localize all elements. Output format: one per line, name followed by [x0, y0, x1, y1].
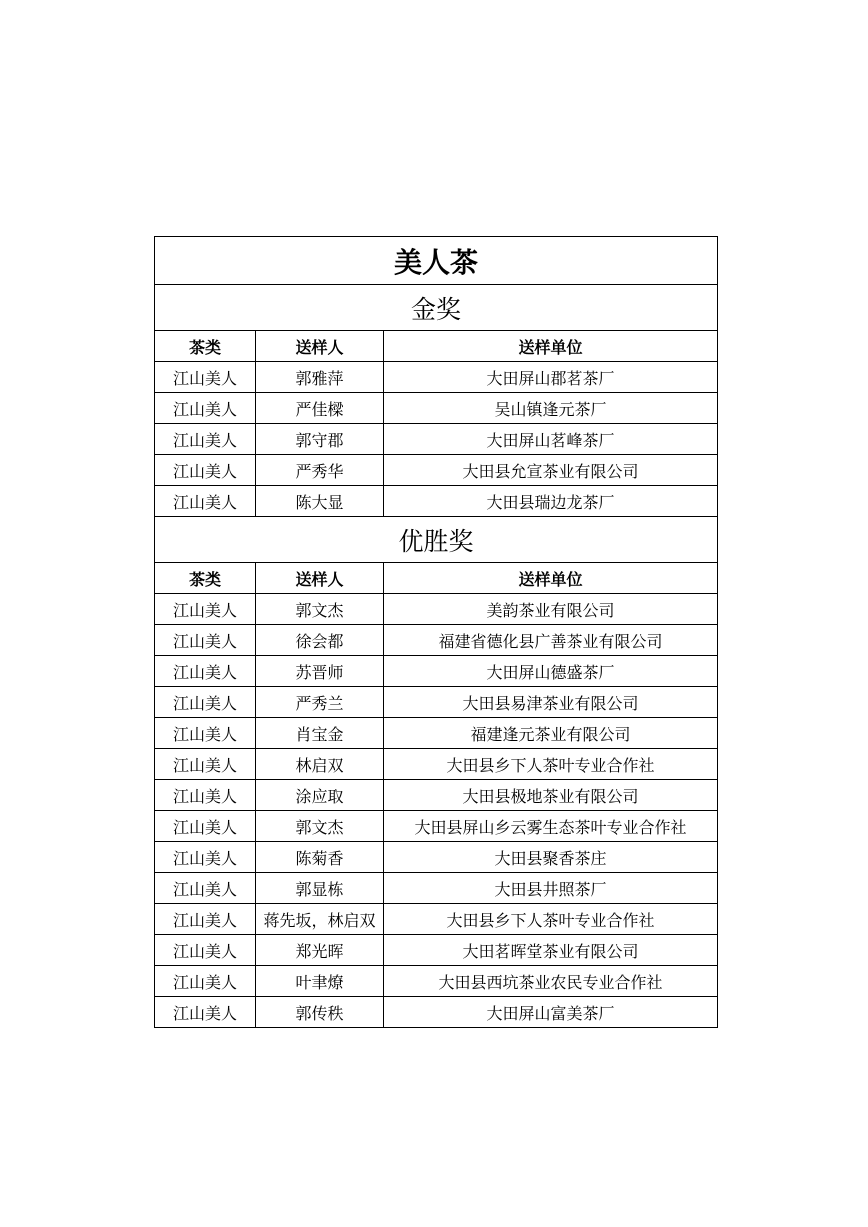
cell-tea-type: 江山美人 — [155, 873, 256, 904]
table-row — [155, 362, 718, 393]
title-row — [155, 237, 718, 285]
table-row — [155, 811, 718, 842]
table-row — [155, 966, 718, 997]
cell-sender: 苏晋师 — [256, 656, 384, 687]
table-row — [155, 749, 718, 780]
cell-sender: 严秀华 — [256, 455, 384, 486]
cell-tea-type: 江山美人 — [155, 935, 256, 966]
cell-unit: 大田县屏山乡云雾生态茶叶专业合作社 — [384, 811, 718, 842]
cell-sender: 郑光晖 — [256, 935, 384, 966]
column-header-sender: 送样人 — [256, 563, 384, 594]
cell-tea-type: 江山美人 — [155, 811, 256, 842]
cell-unit: 吴山镇逢元茶厂 — [384, 393, 718, 424]
cell-unit: 大田县井照茶厂 — [384, 873, 718, 904]
cell-tea-type: 江山美人 — [155, 904, 256, 935]
column-header-sender: 送样人 — [256, 331, 384, 362]
cell-sender: 郭传秩 — [256, 997, 384, 1028]
cell-unit: 大田县乡下人茶叶专业合作社 — [384, 749, 718, 780]
cell-unit: 大田屏山郡茗茶厂 — [384, 362, 718, 393]
table-row — [155, 935, 718, 966]
cell-unit: 大田屏山德盛茶厂 — [384, 656, 718, 687]
cell-unit: 大田屏山富美茶厂 — [384, 997, 718, 1028]
cell-tea-type: 江山美人 — [155, 842, 256, 873]
cell-sender: 陈大显 — [256, 486, 384, 517]
table-row — [155, 997, 718, 1028]
table-row — [155, 780, 718, 811]
cell-unit: 大田县允宣茶业有限公司 — [384, 455, 718, 486]
cell-tea-type: 江山美人 — [155, 486, 256, 517]
table-row — [155, 656, 718, 687]
award-table — [154, 236, 718, 1028]
table-row — [155, 455, 718, 486]
cell-unit: 福建省德化县广善茶业有限公司 — [384, 625, 718, 656]
document-title: 美人茶 — [155, 237, 718, 285]
cell-sender: 严秀兰 — [256, 687, 384, 718]
column-header-tea-type: 茶类 — [155, 563, 256, 594]
cell-sender: 郭守郡 — [256, 424, 384, 455]
table-row — [155, 424, 718, 455]
cell-tea-type: 江山美人 — [155, 393, 256, 424]
cell-unit: 美韵茶业有限公司 — [384, 594, 718, 625]
cell-tea-type: 江山美人 — [155, 656, 256, 687]
cell-sender: 肖宝金 — [256, 718, 384, 749]
table-row — [155, 687, 718, 718]
section-heading: 金奖 — [155, 285, 718, 331]
cell-unit: 大田茗晖堂茶业有限公司 — [384, 935, 718, 966]
table-row — [155, 486, 718, 517]
cell-tea-type: 江山美人 — [155, 594, 256, 625]
cell-unit: 大田县西坑茶业农民专业合作社 — [384, 966, 718, 997]
table-row — [155, 842, 718, 873]
table-row — [155, 594, 718, 625]
section-heading-row — [155, 285, 718, 331]
column-header-tea-type: 茶类 — [155, 331, 256, 362]
cell-unit: 大田县聚香茶庄 — [384, 842, 718, 873]
cell-tea-type: 江山美人 — [155, 966, 256, 997]
cell-sender: 蒋先坂，林启双 — [256, 904, 384, 935]
table-row — [155, 873, 718, 904]
cell-tea-type: 江山美人 — [155, 749, 256, 780]
cell-sender: 陈菊香 — [256, 842, 384, 873]
cell-tea-type: 江山美人 — [155, 997, 256, 1028]
section-heading: 优胜奖 — [155, 517, 718, 563]
cell-unit: 大田县瑞边龙茶厂 — [384, 486, 718, 517]
cell-sender: 郭显栋 — [256, 873, 384, 904]
cell-tea-type: 江山美人 — [155, 455, 256, 486]
cell-tea-type: 江山美人 — [155, 362, 256, 393]
cell-sender: 涂应取 — [256, 780, 384, 811]
cell-sender: 郭雅萍 — [256, 362, 384, 393]
table-row — [155, 904, 718, 935]
award-table-body — [155, 237, 718, 1028]
cell-tea-type: 江山美人 — [155, 625, 256, 656]
cell-unit: 大田县易津茶业有限公司 — [384, 687, 718, 718]
cell-tea-type: 江山美人 — [155, 780, 256, 811]
cell-sender: 郭文杰 — [256, 594, 384, 625]
cell-sender: 严佳樑 — [256, 393, 384, 424]
cell-sender: 徐会都 — [256, 625, 384, 656]
cell-sender: 叶聿燎 — [256, 966, 384, 997]
cell-tea-type: 江山美人 — [155, 718, 256, 749]
table-row — [155, 393, 718, 424]
column-header-row — [155, 331, 718, 362]
table-row — [155, 718, 718, 749]
cell-unit: 福建逢元茶业有限公司 — [384, 718, 718, 749]
cell-tea-type: 江山美人 — [155, 424, 256, 455]
cell-unit: 大田屏山茗峰茶厂 — [384, 424, 718, 455]
cell-sender: 林启双 — [256, 749, 384, 780]
column-header-row — [155, 563, 718, 594]
table-row — [155, 625, 718, 656]
cell-unit: 大田县极地茶业有限公司 — [384, 780, 718, 811]
cell-unit: 大田县乡下人茶叶专业合作社 — [384, 904, 718, 935]
cell-sender: 郭文杰 — [256, 811, 384, 842]
column-header-unit: 送样单位 — [384, 331, 718, 362]
section-heading-row — [155, 517, 718, 563]
column-header-unit: 送样单位 — [384, 563, 718, 594]
cell-tea-type: 江山美人 — [155, 687, 256, 718]
